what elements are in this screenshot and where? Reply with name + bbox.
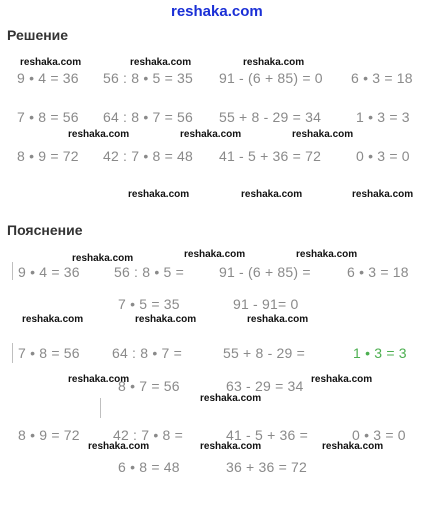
- watermark: reshaka.com: [184, 249, 246, 260]
- explanation-heading: Пояснение: [7, 222, 83, 238]
- solution-equation: 1 • 3 = 3: [356, 109, 410, 125]
- solution-equation: 6 • 3 = 18: [351, 70, 413, 86]
- watermark: reshaka.com: [88, 441, 150, 452]
- solution-equation: 9 • 4 = 36: [17, 70, 79, 86]
- explanation-equation: 8 • 9 = 72: [18, 427, 80, 443]
- watermark: reshaka.com: [20, 57, 82, 68]
- watermark: reshaka.com: [180, 129, 242, 140]
- explanation-equation: 6 • 3 = 18: [347, 264, 409, 280]
- explanation-equation: 7 • 8 = 56: [18, 345, 80, 361]
- explanation-equation: 0 • 3 = 0: [352, 427, 406, 443]
- solution-equation: 8 • 9 = 72: [17, 148, 79, 164]
- site-title[interactable]: reshaka.com: [171, 3, 263, 20]
- watermark: reshaka.com: [247, 314, 309, 325]
- solution-equation: 91 - (6 + 85) = 0: [219, 70, 323, 86]
- watermark: reshaka.com: [135, 314, 197, 325]
- block-marker: [12, 343, 13, 363]
- block-marker: [12, 262, 13, 280]
- watermark: reshaka.com: [68, 129, 130, 140]
- explanation-substep: 8 • 7 = 56: [118, 378, 180, 394]
- explanation-substep: 36 + 36 = 72: [226, 459, 308, 475]
- explanation-substep: 6 • 8 = 48: [118, 459, 180, 475]
- watermark: reshaka.com: [200, 441, 262, 452]
- watermark: reshaka.com: [292, 129, 354, 140]
- watermark: reshaka.com: [68, 374, 130, 385]
- solution-equation: 0 • 3 = 0: [356, 148, 410, 164]
- explanation-substep: 63 - 29 = 34: [226, 378, 304, 394]
- explanation-equation: 56 : 8 • 5 =: [114, 264, 184, 280]
- explanation-equation: 64 : 8 • 7 =: [112, 345, 182, 361]
- solution-heading: Решение: [7, 27, 69, 43]
- explanation-equation: 9 • 4 = 36: [18, 264, 80, 280]
- watermark: reshaka.com: [243, 57, 305, 68]
- watermark: reshaka.com: [322, 441, 384, 452]
- solution-equation: 56 : 8 • 5 = 35: [103, 70, 194, 86]
- explanation-equation: 41 - 5 + 36 =: [226, 427, 308, 443]
- watermark: reshaka.com: [352, 189, 414, 200]
- explanation-substep: 7 • 5 = 35: [118, 296, 180, 312]
- block-marker: [100, 398, 101, 418]
- watermark: reshaka.com: [311, 374, 373, 385]
- solution-equation: 55 + 8 - 29 = 34: [219, 109, 322, 125]
- explanation-equation: 55 + 8 - 29 =: [223, 345, 305, 361]
- watermark: reshaka.com: [72, 253, 134, 264]
- watermark: reshaka.com: [130, 57, 192, 68]
- watermark: reshaka.com: [296, 249, 358, 260]
- watermark: reshaka.com: [200, 393, 262, 404]
- explanation-substep: 91 - 91= 0: [233, 296, 299, 312]
- explanation-equation-highlight: 1 • 3 = 3: [353, 345, 407, 361]
- explanation-equation: 42 : 7 • 8 =: [113, 427, 183, 443]
- solution-equation: 7 • 8 = 56: [17, 109, 79, 125]
- watermark: reshaka.com: [128, 189, 190, 200]
- solution-equation: 64 : 8 • 7 = 56: [103, 109, 194, 125]
- watermark: reshaka.com: [22, 314, 84, 325]
- explanation-equation: 91 - (6 + 85) =: [219, 264, 311, 280]
- solution-equation: 41 - 5 + 36 = 72: [219, 148, 322, 164]
- solution-equation: 42 : 7 • 8 = 48: [103, 148, 194, 164]
- watermark: reshaka.com: [241, 189, 303, 200]
